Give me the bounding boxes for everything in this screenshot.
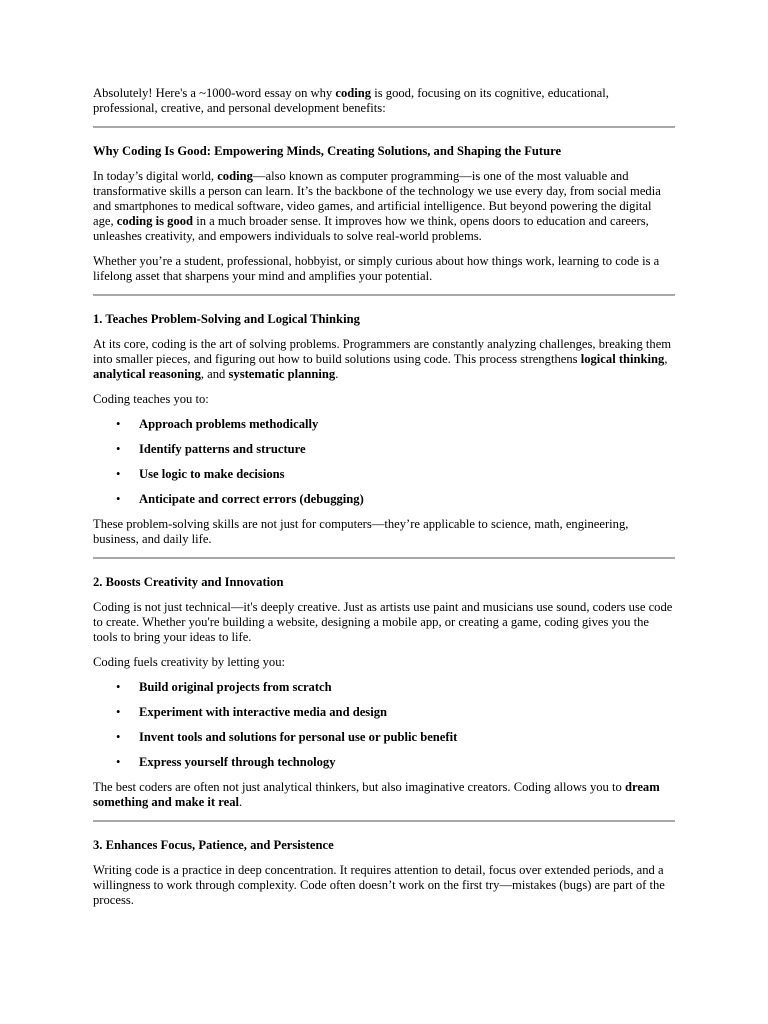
p1-text-e: in a much broader sense. It improves how we think, opens doors to education and careers, unleashes creativity, and empowers individuals to solve real-world problems. [93, 214, 649, 243]
section-2-paragraph: Coding is not just technical—it's deeply creative. Just as artists use paint and musicians use sound, coders use code to create. Whether you're building a website, designing a mobile app, or creating a game, coding gives you the tools to bring your ideas to life. [93, 600, 673, 644]
s2-close-end: . [239, 795, 243, 809]
intro-paragraph [93, 86, 675, 116]
section-1-paragraph [93, 337, 675, 382]
intro-text: Absolutely! Here's a ~1000-word essay on why [93, 86, 336, 100]
s1-text-c: , [664, 352, 668, 366]
section-1-close: These problem-solving skills are not just for computers—they’re applicable to science, math, engineering, business, and daily life. [93, 517, 629, 546]
list-item: • Build original projects from scratch [93, 680, 675, 695]
paragraph-2: Whether you’re a student, professional, hobbyist, or simply curious about how things work, learning to code is a lifelong asset that sharpens your mind and amplifies your potential. [93, 254, 660, 283]
list-item: • Approach problems methodically [93, 417, 675, 432]
divider [93, 820, 675, 822]
list-item: • Anticipate and correct errors (debugging) [93, 492, 675, 507]
list-item: • Invent tools and solutions for personal use or public benefit [93, 730, 675, 745]
list-item: • Express yourself through technology [93, 755, 675, 770]
s1-bold-d: analytical reasoning [93, 367, 201, 381]
section-1-list [93, 417, 675, 507]
divider [93, 126, 675, 128]
s2-close-text: The best coders are often not just analytical thinkers, but also imaginative creators. Coding allows you to [93, 780, 625, 794]
list-item: • Use logic to make decisions [93, 467, 675, 482]
section-2-lead: Coding fuels creativity by letting you: [93, 655, 286, 669]
s1-text-e: , and [200, 367, 229, 381]
divider [93, 557, 675, 559]
section-1-heading: 1. Teaches Problem-Solving and Logical Thinking [93, 312, 360, 326]
intro-text-end: is good, focusing on its cognitive, educational, professional, creative, and personal development benefits: [93, 86, 609, 115]
section-3-heading: 3. Enhances Focus, Patience, and Persistence [93, 838, 334, 852]
s1-text-a: At its core, coding is the art of solving problems. Programmers are constantly analyzing challenges, breaking them into smaller pieces, and figuring out how to build solutions using code. This process strengthens [93, 337, 672, 366]
s1-bold-f: systematic planning [228, 367, 336, 381]
section-3-paragraph: Writing code is a practice in deep concentration. It requires attention to detail, focus over extended periods, and a willingness to work through complexity. Code often doesn’t work on the first try—mistakes (bugs) are part of the process. [93, 863, 665, 907]
divider [93, 294, 675, 296]
s1-text-g: . [335, 367, 339, 381]
p1-bold-d: coding is good [116, 214, 194, 228]
section-2-list [93, 680, 675, 770]
list-item: • Identify patterns and structure [93, 442, 675, 457]
list-item: • Experiment with interactive media and design [93, 705, 675, 720]
s2-close-bold: dream something and make it real [93, 780, 660, 809]
s1-bold-b: logical thinking [580, 352, 665, 366]
section-2-heading: 2. Boosts Creativity and Innovation [93, 575, 284, 589]
p1-bold-b: coding [217, 169, 253, 183]
section-1-lead: Coding teaches you to: [93, 392, 209, 406]
paragraph-1 [93, 169, 675, 244]
intro-bold: coding [335, 86, 372, 100]
p1-text-c: —also known as computer programming—is one of the most valuable and transformative skills a person can learn. It’s the backbone of the technology we use every day, from social media and smartphones to medical software, video games, and artificial intelligence. But beyond powering the digital age, [93, 169, 661, 228]
section-2-close [93, 780, 675, 810]
p1-text-a: In today’s digital world, [93, 169, 218, 183]
essay-title: Why Coding Is Good: Empowering Minds, Creating Solutions, and Shaping the Future [93, 144, 562, 158]
